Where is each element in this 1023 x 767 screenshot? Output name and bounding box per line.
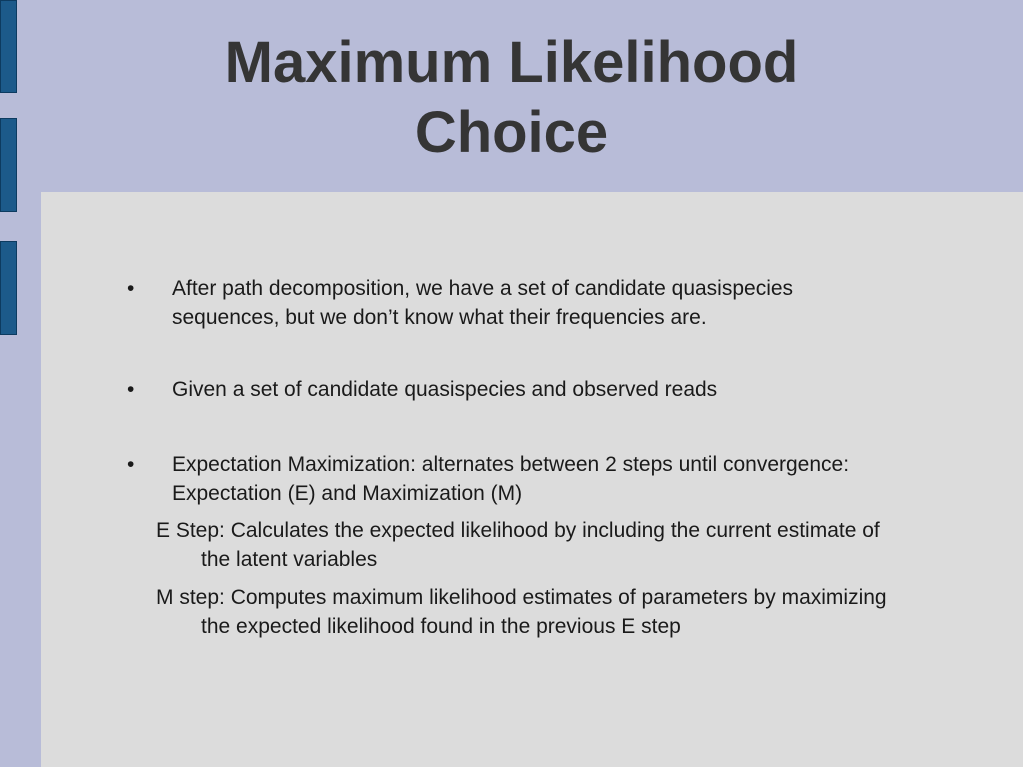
bullet-item-2	[127, 375, 887, 404]
sub-item-m-step: M step: Computes maximum likelihood estimates of parameters by maximizing the expected likelihood found in the previous E step	[156, 586, 887, 638]
bullet-text: Expectation Maximization: alternates between 2 steps until convergence: Expectation (E) and Maximization (M)	[172, 453, 850, 505]
bullet-item-1	[127, 274, 887, 332]
slide-title	[0, 28, 1023, 168]
bullet-text: Given a set of candidate quasispecies and observed reads	[172, 378, 718, 401]
slide-title-line-1: Maximum Likelihood	[224, 30, 799, 95]
bullet-marker: •	[127, 453, 135, 476]
bullet-item-3	[127, 450, 887, 508]
sub-item-e-step: E Step: Calculates the expected likelihood by including the current estimate of the latent variables	[156, 519, 880, 571]
slide-title-line-2: Choice	[414, 100, 609, 165]
bullet-marker: •	[127, 378, 135, 401]
bullet-text: After path decomposition, we have a set of candidate quasispecies sequences, but we don’t know what their frequencies are.	[172, 277, 794, 329]
side-tab-3	[0, 241, 17, 335]
bullet-marker: •	[127, 277, 135, 300]
